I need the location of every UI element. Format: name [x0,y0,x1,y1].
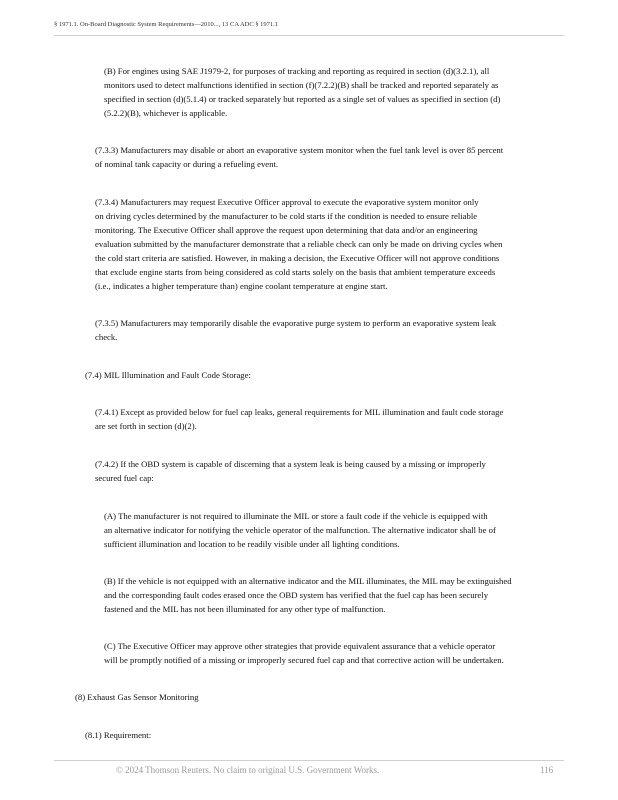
paragraph-c-executive-officer [104,639,504,667]
paragraph-line: an alternative indicator for notifying the vehicle operator of the malfunction. The alternative indicator shall be of [104,525,496,535]
paragraph-line: (7.3.5) Manufacturers may temporarily disable the evaporative purge system to perform an evaporative system leak [95,318,497,328]
paragraph-line: (7.3.3) Manufacturers may disable or abort an evaporative system monitor when the fuel tank level is over 85 percent [95,145,504,155]
section-heading-8 [75,690,199,704]
paragraph-7-4-1 [95,405,503,433]
paragraph-line: monitors used to detect malfunctions identified in section (f)(7.2.2)(B) shall be tracked and reported separately as [104,80,499,90]
paragraph-line: (i.e., indicates a higher temperature than) engine coolant temperature at engine start. [95,281,388,291]
running-header: § 1971.1. On-Board Diagnostic System Requirements—2010..., 13 CA ADC § 1971.1 [54,21,279,28]
paragraph-7-4 [85,368,251,382]
paragraph-line: (A) The manufacturer is not required to illuminate the MIL or store a fault code if the vehicle is equipped with [104,511,488,521]
paragraph-line: (B) If the vehicle is not equipped with an alternative indicator and the MIL illuminates, the MIL may be extinguished [104,576,512,586]
paragraph-b-sae-j1979-2 [104,64,500,120]
paragraph-8-1 [85,728,151,742]
paragraph-line: (8) Exhaust Gas Sensor Monitoring [75,692,199,702]
paragraph-line: monitoring. The Executive Officer shall approve the request upon determining that data and/or an engineering [95,225,478,235]
paragraph-7-3-3 [95,143,503,171]
paragraph-line: (5.2.2)(B), whichever is applicable. [104,108,228,118]
footer-rule [54,760,564,761]
paragraph-line: and the corresponding fault codes erased once the OBD system has verified that the fuel cap has been securely [104,590,489,600]
paragraph-line: (7.4.1) Except as provided below for fuel cap leaks, general requirements for MIL illumination and fault code storage [95,407,504,417]
paragraph-line: fastened and the MIL has not been illuminated for any other type of malfunction. [104,604,386,614]
paragraph-line: are set forth in section (d)(2). [95,421,197,431]
paragraph-line: the cold start criteria are satisfied. However, in making a decision, the Executive Officer will not approve conditions [95,253,500,263]
paragraph-line: (7.4) MIL Illumination and Fault Code Storage: [85,370,251,380]
paragraph-b-not-equipped [104,574,512,616]
paragraph-line: (B) For engines using SAE J1979-2, for purposes of tracking and reporting as required in section (d)(3.2.1), all [104,66,490,76]
paragraph-line: check. [95,332,118,342]
paragraph-line: evaluation submitted by the manufacturer demonstrate that a reliable check can only be made on driving cycles when [95,239,503,249]
paragraph-line: (7.3.4) Manufacturers may request Executive Officer approval to execute the evaporative system monitor only [95,197,479,207]
paragraph-line: on driving cycles determined by the manufacturer to be cold starts if the condition is needed to ensure reliable [95,211,478,221]
paragraph-7-4-2 [95,457,486,485]
paragraph-7-3-4 [95,195,502,293]
paragraph-line: of nominal tank capacity or during a refueling event. [95,159,279,169]
paragraph-line: specified in section (d)(5.1.4) or tracked separately but reported as a single set of values as specified in section (d) [104,94,501,104]
header-rule [54,35,564,36]
page-number: 116 [540,765,554,775]
footer-copyright: © 2024 Thomson Reuters. No claim to original U.S. Government Works. [116,765,380,775]
paragraph-line: secured fuel cap: [95,473,154,483]
paragraph-7-3-5 [95,316,496,344]
paragraph-line: sufficient illumination and location to be readily visible under all lighting conditions. [104,539,400,549]
paragraph-line: will be promptly notified of a missing or improperly secured fuel cap and that corrective action will be undertaken. [104,655,504,665]
paragraph-line: that exclude engine starts from being considered as cold starts solely on the basis that ambient temperature exceeds [95,267,496,277]
paragraph-line: (7.4.2) If the OBD system is capable of discerning that a system leak is being caused by a missing or improperly [95,459,486,469]
paragraph-a-manufacturer [104,509,496,551]
paragraph-line: (C) The Executive Officer may approve other strategies that provide equivalent assurance that a vehicle operator [104,641,496,651]
paragraph-line: (8.1) Requirement: [85,730,152,740]
